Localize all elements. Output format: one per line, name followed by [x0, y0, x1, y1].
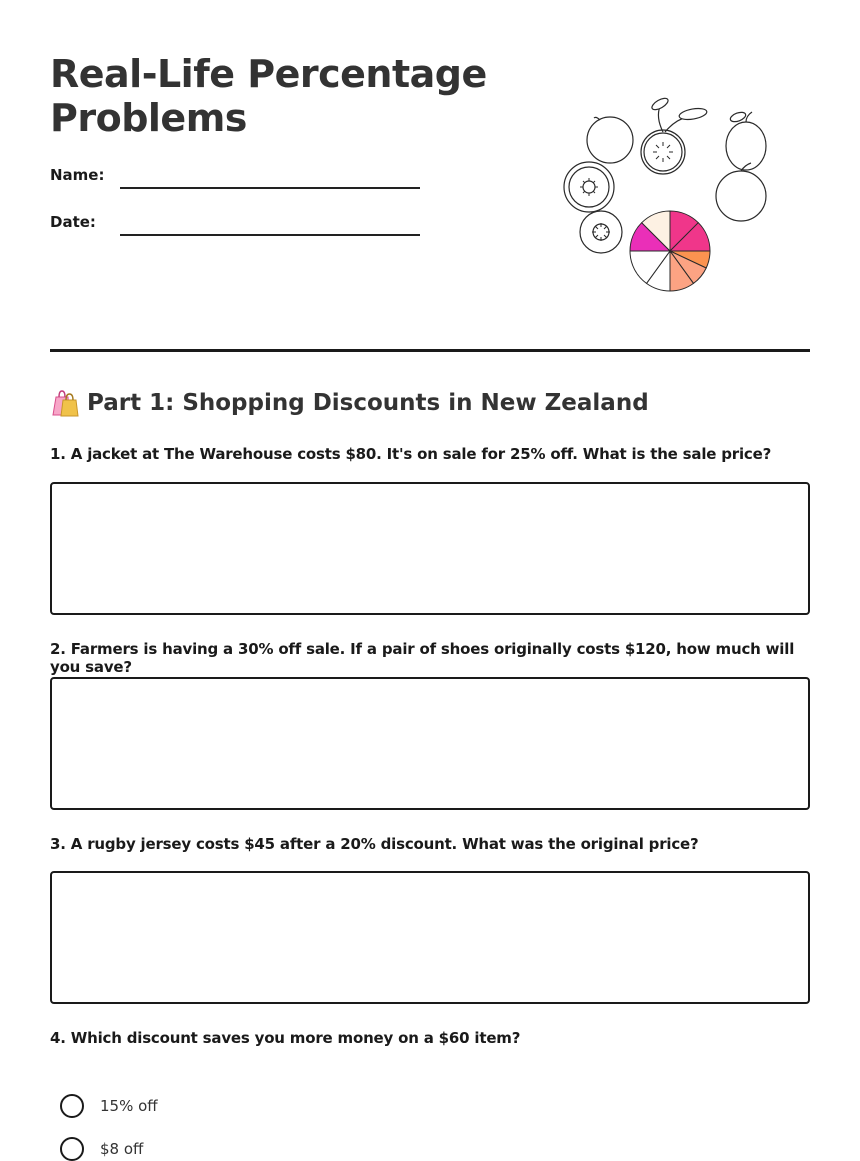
radio-button[interactable]	[60, 1094, 84, 1118]
date-field[interactable]	[120, 234, 420, 236]
question-4: 4. Which discount saves you more money on a $60 item?	[50, 1029, 521, 1047]
section-heading-part-1	[50, 388, 649, 418]
question-2: 2. Farmers is having a 30% off sale. If a pair of shoes originally costs $120, how much will you save?	[50, 640, 795, 676]
option-label: 15% off	[100, 1097, 158, 1115]
question-3: 3. A rugby jersey costs $45 after a 20% discount. What was the original price?	[50, 835, 699, 853]
answer-box-2[interactable]	[50, 677, 810, 810]
name-field[interactable]	[120, 187, 420, 189]
option-label: $8 off	[100, 1140, 144, 1158]
date-label: Date:	[50, 213, 96, 231]
answer-box-3[interactable]	[50, 871, 810, 1004]
question-1: 1. A jacket at The Warehouse costs $80. It's on sale for 25% off. What is the sale price?	[50, 445, 772, 463]
page-title: Real-Life Percentage Problems	[50, 52, 487, 140]
answer-box-1[interactable]	[50, 482, 810, 615]
radio-button[interactable]	[60, 1137, 84, 1161]
fruit-pie-chart-illustration	[560, 92, 775, 297]
shopping-bags-icon	[50, 388, 80, 418]
section-heading-text: Part 1: Shopping Discounts in New Zealand	[87, 390, 649, 416]
section-divider	[50, 349, 810, 352]
name-label: Name:	[50, 166, 105, 184]
option-15-percent-off[interactable]	[60, 1094, 158, 1118]
option-8-dollars-off[interactable]	[60, 1137, 143, 1161]
